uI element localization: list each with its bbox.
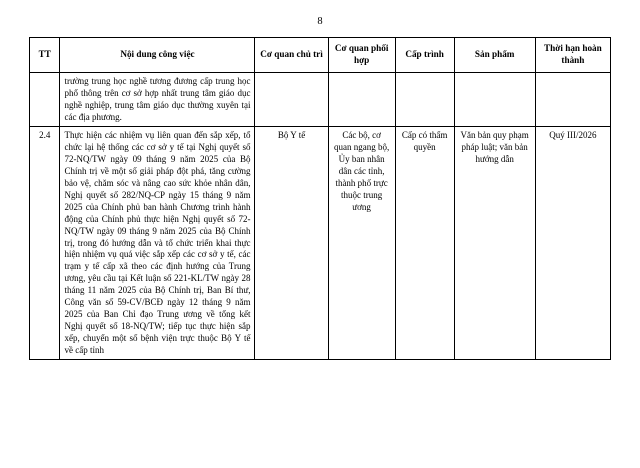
cell-cap-trinh: Cấp có thẩm quyền [395,126,454,359]
cell-co-quan-phoi-hop [328,72,395,126]
cell-san-pham: Văn bản quy phạm pháp luật; văn bản hướng dẫn [454,126,535,359]
page-number: 8 [317,16,323,27]
cell-san-pham [454,72,535,126]
header-thoi-han-hoan-thanh: Thời hạn hoàn thành [535,38,610,73]
header-san-pham: Sản phẩm [454,38,535,73]
header-co-quan-chu-tri: Cơ quan chủ trì [255,38,328,73]
header-tt: TT [30,38,60,73]
cell-tt: 2.4 [30,126,60,359]
header-co-quan-phoi-hop: Cơ quan phối hợp [328,38,395,73]
cell-noi-dung: Thực hiện các nhiệm vụ liên quan đến sắp xếp, tổ chức lại hệ thống các cơ sở y tế tại Nghị quyết số 72-NQ/TW ngày 09 tháng 9 năm 2025 của Bộ Chính trị về một số giải pháp đột phá, tăng cường bảo vệ, chăm sóc và nâng cao sức khỏe nhân dân, Nghị quyết số 282/NQ-CP ngày 15 tháng 9 năm 2025 của Chính phủ ban hành Chương trình hành động của Chính phủ thực hiện Nghị quyết số 72-NQ/TW ngày 09 tháng 9 năm 2025 của Bộ Chính trị, trong đó hướng dẫn và tổ chức triển khai thực hiện nhiệm vụ quá việc sắp xếp các cơ sở y tế, các trạm y tế cấp xã theo các định hướng của Trung ương, yêu cầu tại Kết luận số 221-KL/TW ngày 28 tháng 11 năm 2025 của Bộ Chính trị, Ban Bí thư, Công văn số 59-CV/BCĐ ngày 12 tháng 9 năm 2025 của Ban Chỉ đạo Trung ương về tổng kết Nghị quyết số 18-NQ/TW; tiếp tục thực hiện sắp xếp, chuyển một số bệnh viện trực thuộc Bộ Y tế về cấp tỉnh [60,126,255,359]
header-cap-trinh: Cấp trình [395,38,454,73]
table-row [30,72,611,126]
cell-co-quan-chu-tri: Bộ Y tế [255,126,328,359]
cell-tt [30,72,60,126]
cell-thoi-han [535,72,610,126]
cell-cap-trinh [395,72,454,126]
cell-co-quan-phoi-hop: Các bộ, cơ quan ngang bộ, Ủy ban nhân dân các tỉnh, thành phố trực thuộc trung ương [328,126,395,359]
tasks-table [29,37,611,360]
header-noi-dung-cong-viec: Nội dung công việc [60,38,255,73]
cell-thoi-han: Quý III/2026 [535,126,610,359]
table-row [30,126,611,359]
cell-noi-dung: trường trung học nghề tương đương cấp trung học phổ thông trên cơ sở hợp nhất trung tâm giáo dục nghề nghiệp, trung tâm giáo dục thường xuyên tại các địa phương. [60,72,255,126]
cell-co-quan-chu-tri [255,72,328,126]
table-header-row [30,38,611,73]
document-page [0,16,640,468]
